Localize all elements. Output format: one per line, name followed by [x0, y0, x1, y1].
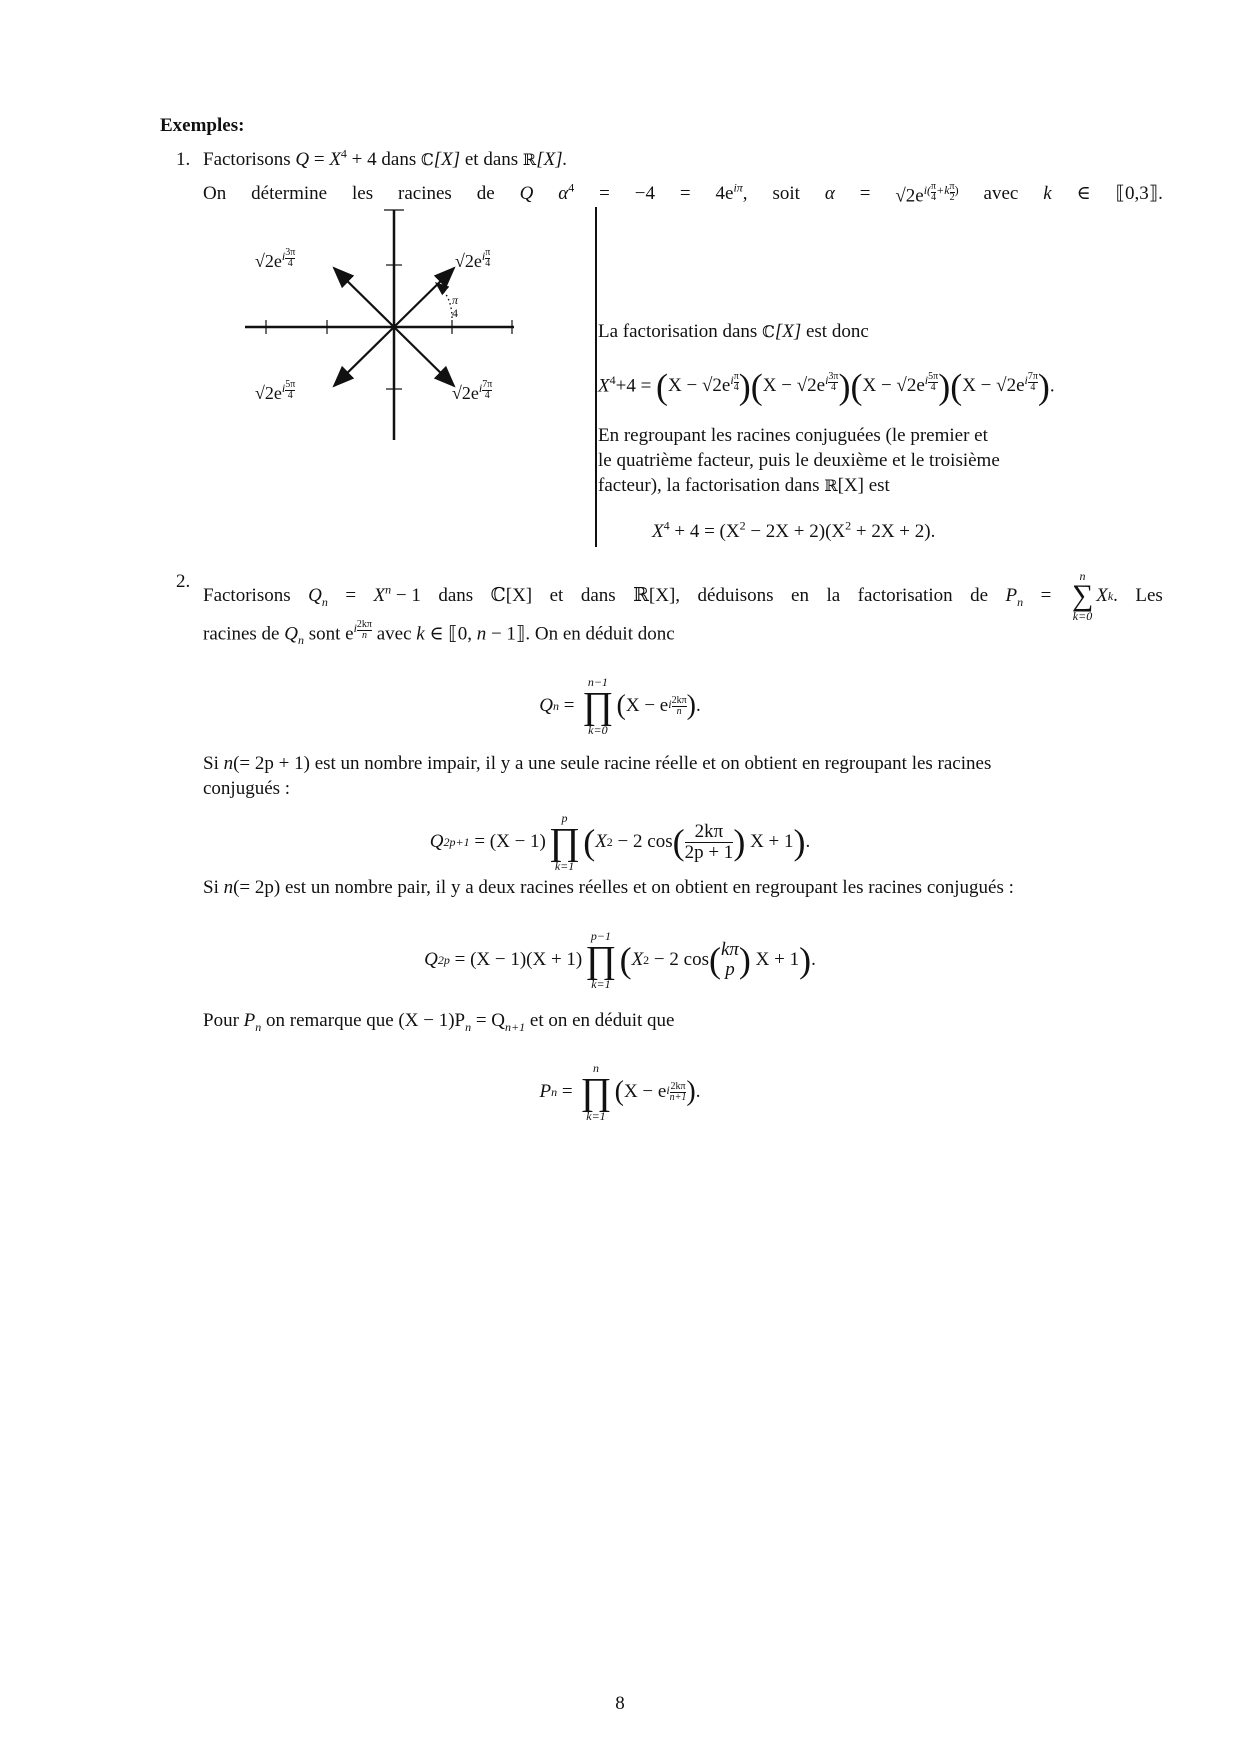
text: +k	[936, 183, 950, 197]
subscript: 2p+1	[443, 835, 470, 849]
subscript: n	[465, 1019, 472, 1034]
exponent: 4	[340, 146, 347, 161]
math-var: P	[1005, 585, 1018, 606]
real-set: ℝ[X],	[633, 585, 681, 606]
pn	[1006, 584, 1024, 608]
root-arrow-4	[394, 327, 454, 386]
subscript: n	[321, 594, 328, 609]
math-var: Q	[519, 183, 534, 204]
example-2-statement	[203, 570, 1163, 622]
num: 2kπ	[356, 619, 372, 630]
den: 2p + 1	[684, 841, 734, 863]
root-label-3pi-4	[255, 248, 295, 272]
math-var: [X]	[774, 321, 802, 342]
equals: =	[859, 183, 871, 204]
exponent: n	[385, 582, 392, 597]
text: Si	[203, 877, 224, 898]
word: dans	[438, 585, 474, 606]
lower-limit: k=1	[554, 859, 575, 873]
math-var: α	[558, 183, 569, 204]
text: i	[924, 373, 929, 387]
fraction	[828, 372, 838, 393]
num: 3π	[285, 247, 296, 258]
fraction	[670, 1082, 687, 1103]
lower-limit: k=0	[1072, 609, 1093, 623]
odd-case-text	[203, 752, 991, 776]
num: π	[931, 181, 937, 192]
math: X	[652, 521, 664, 542]
lower-limit: k=0	[588, 723, 608, 737]
fraction	[357, 620, 372, 641]
text: X − √2e	[762, 375, 826, 397]
complex-set: ℂ[X]	[490, 585, 533, 606]
num: π	[733, 371, 739, 382]
math-var: n	[223, 753, 234, 774]
real-factorization-equation	[652, 520, 935, 544]
root-arrow-3	[334, 327, 394, 386]
exponent: k	[1107, 589, 1114, 603]
den: 4	[287, 390, 293, 401]
factor: ($X - √2e^{i \frac{3\pi}{4}}$ )	[750, 366, 851, 407]
den: n	[676, 705, 682, 717]
fraction	[685, 822, 734, 863]
text: = (X − 1)(X + 1)	[449, 949, 583, 970]
text: + 4 dans	[346, 149, 421, 170]
equals: =	[1040, 585, 1052, 606]
paragraph-line: le quatrième facteur, puis le deuxième et le troisième	[598, 450, 1000, 471]
word: de	[970, 585, 989, 606]
root-label-5pi-4	[255, 380, 295, 404]
den: n+1	[669, 1091, 687, 1103]
page-number: 8	[615, 1693, 625, 1714]
exponent: 2	[845, 518, 852, 533]
qn	[308, 584, 328, 608]
math-var: [X]	[433, 149, 461, 170]
num: 2kπ	[671, 694, 687, 706]
text: = Q	[471, 1010, 506, 1031]
den: 4	[830, 382, 836, 393]
num: 5π	[285, 379, 296, 390]
complex-set: ℂ	[420, 150, 434, 169]
text: √2e	[895, 185, 924, 207]
fraction	[1028, 372, 1038, 393]
math-var: n	[223, 877, 234, 898]
math-var: Q	[424, 949, 438, 970]
exponent: 4	[609, 373, 616, 387]
math-var: P	[539, 1081, 552, 1102]
sum-symbol	[1072, 570, 1093, 622]
subscript: 2p	[437, 953, 450, 967]
equals: =	[599, 183, 610, 204]
text: i	[281, 249, 286, 263]
text: est donc	[801, 321, 869, 342]
text: − 2 cos	[612, 831, 673, 852]
text: √2e	[452, 383, 479, 403]
text: i	[730, 373, 734, 387]
text: [X] est	[837, 475, 890, 496]
word: de	[476, 183, 495, 204]
even-case-equation: Q 2p = (X − 1)(X + 1) p−1 ∏ k=1 ( X 2 − 2 cos ( kπ p ) X + 1 ) .	[424, 929, 816, 991]
text: Si	[203, 753, 224, 774]
odd-case-equation: Q 2p+1 = (X − 1) p ∏ k=1 ( X 2 − 2 cos ( $\frac{2k\pi}{2p + 1}$ ) X + 1 ) .	[429, 811, 811, 873]
text: X + 1	[750, 831, 794, 852]
exponent: 2	[739, 518, 746, 533]
math-var: Q	[539, 695, 554, 716]
math-var: Q	[308, 585, 322, 606]
text: − 1⟧. On en déduit donc	[486, 623, 675, 645]
text: Pour	[203, 1010, 244, 1031]
angle-label	[452, 294, 458, 319]
word: les	[352, 183, 374, 204]
word: détermine	[251, 183, 328, 204]
text: Factorisons	[203, 149, 296, 170]
interval: ⟦0,3⟧.	[1115, 183, 1163, 204]
text: √2e	[255, 383, 282, 403]
product-symbol	[585, 930, 616, 990]
text: .	[811, 949, 816, 970]
even-case-text	[203, 876, 1014, 900]
text: √2e	[455, 251, 482, 271]
factor: ($X - √2e^{i \frac{7\pi}{4}}$ )	[950, 366, 1050, 407]
fraction	[285, 380, 295, 401]
text: (= 2p + 1) est un nombre impair, il y a une seule racine réelle et on obtient en regroupant les racines	[233, 753, 992, 774]
math-var: Q	[295, 149, 310, 170]
text: X − e	[625, 695, 669, 716]
factor: ($X - √2e^{i \frac{\pi}{4}}$ )	[656, 366, 751, 407]
exponent: iπ	[733, 180, 743, 195]
fraction	[485, 248, 490, 269]
text: La factorisation dans	[598, 321, 763, 342]
roots-diagram	[0, 0, 1240, 600]
text: X − √2e	[962, 375, 1025, 397]
real-set: ℝ	[522, 150, 537, 169]
word: On	[203, 183, 227, 204]
den: 4	[287, 258, 293, 269]
product-symbol	[580, 1062, 611, 1122]
num: 2kπ	[685, 822, 734, 843]
num: 7π	[482, 379, 493, 390]
paragraph-line: En regroupant les racines conjuguées (le premier et	[598, 425, 988, 446]
text: 4e	[715, 183, 734, 204]
text: i(	[923, 183, 932, 197]
word: avec	[983, 183, 1019, 204]
num: π	[949, 181, 955, 192]
math-var: X	[373, 585, 386, 606]
upper-limit: n	[592, 1061, 599, 1075]
word: Les	[1135, 585, 1163, 606]
text: − 1	[395, 585, 421, 606]
upper-limit: n	[1079, 569, 1086, 583]
equals: =	[345, 585, 357, 606]
pi-operator: ∏	[580, 1071, 612, 1113]
fraction	[721, 940, 739, 980]
upper-limit: n−1	[587, 675, 608, 689]
text: X + 1	[755, 949, 800, 970]
math-var: X	[1096, 585, 1108, 606]
text: − 2 cos	[649, 949, 709, 970]
word: dans	[580, 585, 616, 606]
pn-product-equation: P n = n ∏ k=1 ( X − e i $\frac{2k\pi}{n+1}$ ) .	[539, 1061, 701, 1123]
fraction	[928, 372, 938, 393]
word: Factorisons	[203, 585, 291, 606]
text: .	[1049, 375, 1055, 397]
text: on remarque que (X − 1)P	[261, 1010, 466, 1031]
math-var: X	[631, 949, 644, 970]
sum-expression	[1069, 570, 1118, 622]
word: soit	[772, 183, 800, 204]
axis-ticks	[266, 210, 512, 389]
value: −4	[634, 183, 655, 204]
num: π	[485, 247, 491, 258]
math-var: [X].	[536, 149, 568, 170]
complex-set: ℂ	[762, 322, 775, 341]
math: + 4 = (X	[669, 521, 740, 542]
angle-arc	[436, 283, 452, 318]
den: p	[725, 959, 735, 980]
word: en	[791, 585, 809, 606]
subscript: n	[553, 699, 560, 713]
num: 5π	[928, 371, 939, 382]
math-var: X	[595, 831, 607, 852]
example-2-number: 2.	[176, 571, 191, 592]
root-arrow-2	[334, 268, 394, 327]
text: facteur), la factorisation dans	[598, 475, 825, 496]
text: ∈ ⟦0,	[424, 623, 477, 645]
word: et	[549, 585, 564, 606]
subscript: n	[551, 1085, 558, 1099]
pi-operator: ∏	[548, 821, 581, 863]
text: i	[353, 621, 357, 635]
math-var: Q	[284, 623, 298, 645]
word: factorisation	[857, 585, 953, 606]
math: + 2X + 2).	[851, 521, 936, 542]
example-1-number: 1.	[176, 149, 191, 170]
root-label-7pi-4	[452, 380, 492, 404]
text: X − √2e	[862, 375, 925, 397]
product-symbol	[549, 812, 580, 872]
text: X − √2e	[668, 375, 731, 397]
text: i	[668, 696, 672, 711]
complex-factorization-intro	[598, 320, 869, 344]
text: .	[1113, 585, 1118, 606]
math-var: k	[1043, 183, 1052, 204]
num: 2kπ	[670, 1080, 686, 1092]
roots-of-qn	[203, 620, 675, 646]
text: (= 2p) est un nombre pair, il y a deux racines réelles et on obtient en regroupant les racines conjugués :	[233, 877, 1014, 898]
real-set: ℝ	[824, 476, 838, 495]
word: la	[826, 585, 841, 606]
den: 4	[485, 258, 491, 269]
subscript: n	[1017, 594, 1024, 609]
den: 4	[1030, 382, 1036, 393]
equals: =	[679, 183, 691, 204]
den: 2	[949, 192, 955, 203]
upper-limit: p−1	[590, 929, 611, 943]
lower-limit: k=1	[586, 1109, 606, 1123]
upper-limit: p	[561, 811, 568, 825]
text: avec	[371, 623, 417, 645]
text: √2e	[255, 251, 282, 271]
text: i	[1024, 373, 1028, 387]
num: π	[452, 293, 459, 307]
section-heading: Exemples:	[160, 115, 245, 136]
num: 3π	[828, 371, 839, 382]
math-var: X	[329, 149, 341, 170]
math-var: α	[824, 183, 835, 204]
text: i	[281, 381, 286, 395]
text: .	[695, 695, 701, 716]
text: sont e	[303, 623, 354, 645]
sigma: ∑	[1071, 579, 1094, 612]
math: − 2X + 2)(X	[745, 521, 846, 542]
subscript: n	[255, 1019, 262, 1034]
root-arrow-1	[394, 268, 454, 327]
fraction	[452, 294, 458, 319]
xn	[374, 584, 421, 608]
text: i	[478, 381, 483, 395]
pi-operator: ∏	[585, 939, 617, 981]
root-label-pi-4	[455, 248, 490, 272]
text: .	[805, 831, 811, 852]
den: 4	[733, 382, 739, 393]
fraction	[482, 380, 492, 401]
text: =	[309, 149, 330, 170]
word: racines	[398, 183, 452, 204]
text: ,	[742, 183, 748, 204]
den: 4	[930, 382, 936, 393]
element-of: ∈	[1076, 183, 1091, 204]
text: et on en déduit que	[525, 1010, 675, 1031]
num: kπ	[720, 939, 739, 961]
exponent: 4	[568, 180, 575, 195]
subscript: n	[297, 633, 304, 648]
text: )	[954, 183, 959, 197]
text: = (X − 1)	[469, 831, 546, 852]
math-var: P	[243, 1010, 256, 1031]
den: 4	[452, 305, 458, 320]
paragraph-line	[598, 474, 890, 498]
odd-case-text-2: conjugués :	[203, 778, 291, 799]
pi-operator: ∏	[582, 685, 614, 727]
complex-factorization-equation	[598, 366, 1055, 407]
text: .	[695, 1081, 701, 1102]
factor: ($X - √2e^{i \frac{5\pi}{4}}$ )	[850, 366, 951, 407]
text: et dans	[460, 149, 523, 170]
product-symbol	[582, 676, 613, 736]
equals: =	[557, 1081, 578, 1102]
text: i	[666, 1082, 670, 1097]
equals: =	[559, 695, 580, 716]
math-var: k	[416, 623, 425, 645]
text: +4 =	[615, 375, 657, 397]
den: 4	[484, 390, 490, 401]
text: i	[481, 249, 486, 263]
text: i	[825, 373, 829, 387]
den: 4	[931, 192, 937, 203]
subscript: n+1	[505, 1019, 526, 1034]
pn-text	[203, 1009, 674, 1033]
exponent: 4	[663, 518, 670, 533]
num: 7π	[1027, 371, 1038, 382]
math-var: Q	[429, 831, 444, 852]
den: n	[361, 630, 367, 641]
fraction	[672, 696, 687, 717]
text: racines de	[203, 623, 285, 645]
lower-limit: k=1	[591, 977, 611, 991]
fraction	[285, 248, 295, 269]
math-var: n	[476, 623, 487, 645]
text: X − e	[623, 1081, 667, 1102]
math-var: X	[598, 375, 610, 397]
word: déduisons	[697, 585, 774, 606]
qn-product-equation: Q n = n−1 ∏ k=0 ( X − e i $\frac{2k\pi}{n}$ ) .	[539, 675, 701, 737]
